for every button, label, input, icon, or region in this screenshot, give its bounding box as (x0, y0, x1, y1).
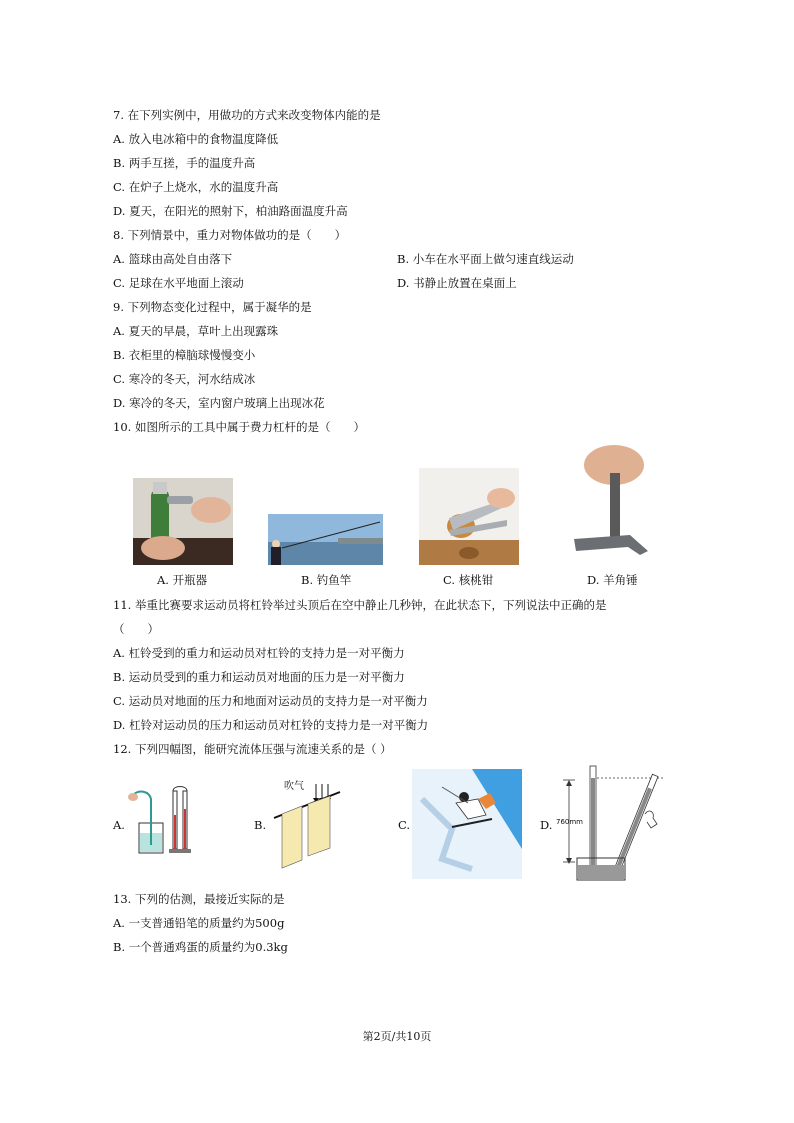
q11-option-d[interactable]: D. 杠铃对运动员的压力和运动员对杠铃的支持力是一对平衡力 (113, 718, 429, 732)
q12-option-d[interactable]: D. (540, 818, 553, 832)
q13-option-b[interactable]: B. 一个普通鸡蛋的质量约为0.3kg (113, 940, 288, 954)
q10-option-c[interactable]: C. 核桃钳 (443, 573, 494, 587)
q8-option-d[interactable]: D. 书静止放置在桌面上 (397, 276, 517, 290)
q12-option-b[interactable]: B. (254, 818, 267, 832)
q8-option-a[interactable]: A. 篮球由高处自由落下 (113, 252, 233, 266)
q11-option-c[interactable]: C. 运动员对地面的压力和地面对运动员的支持力是一对平衡力 (113, 694, 428, 708)
q7-option-c[interactable]: C. 在炉子上烧水，水的温度升高 (113, 180, 279, 194)
blow-label: 吹气 (284, 781, 304, 792)
page-number: 第2页/共10页 (362, 1030, 432, 1043)
q10-option-a[interactable]: A. 开瓶器 (157, 573, 208, 587)
q12-stem: 12. 下列四幅图，能研究流体压强与流速关系的是（ ） (113, 742, 392, 756)
bottle-opener-photo (133, 478, 233, 565)
q11-option-b[interactable]: B. 运动员受到的重力和运动员对地面的压力是一对平衡力 (113, 670, 405, 684)
q7-stem: 7. 在下列实例中，用做功的方式来改变物体内能的是 (113, 108, 381, 122)
q12-option-a[interactable]: A. (113, 818, 125, 832)
q9-stem: 9. 下列物态变化过程中，属于凝华的是 (113, 300, 312, 314)
blowing-paper-figure (268, 778, 348, 873)
q11-stem: 11. 举重比赛要求运动员将杠铃举过头顶后在空中静止几秒钟，在此状态下，下列说法中正确的是 (113, 598, 607, 612)
q9-option-b[interactable]: B. 衣柜里的樟脑球慢慢变小 (113, 348, 256, 362)
q7-option-a[interactable]: A. 放入电冰箱中的食物温度降低 (113, 132, 279, 146)
nutcracker-photo (419, 468, 519, 565)
claw-hammer-photo (570, 443, 652, 565)
q7-option-d[interactable]: D. 夏天，在阳光的照射下，柏油路面温度升高 (113, 204, 348, 218)
q7-option-b[interactable]: B. 两手互搓，手的温度升高 (113, 156, 256, 170)
mm-label: 760mm (556, 818, 583, 826)
q13-option-a[interactable]: A. 一支普通铅笔的质量约为500g (113, 916, 285, 930)
q10-option-b[interactable]: B. 钓鱼竿 (301, 573, 352, 587)
q8-option-c[interactable]: C. 足球在水平地面上滚动 (113, 276, 244, 290)
q11-option-a[interactable]: A. 杠铃受到的重力和运动员对杠铃的支持力是一对平衡力 (113, 646, 405, 660)
q9-option-c[interactable]: C. 寒冷的冬天，河水结成冰 (113, 372, 256, 386)
q10-option-d[interactable]: D. 羊角锤 (587, 573, 638, 587)
q8-option-b[interactable]: B. 小车在水平面上做匀速直线运动 (397, 252, 574, 266)
q9-option-a[interactable]: A. 夏天的早晨，草叶上出现露珠 (113, 324, 279, 338)
q8-stem: 8. 下列情景中，重力对物体做功的是（ ） (113, 228, 347, 242)
q12-option-c[interactable]: C. (398, 818, 411, 832)
fishing-rod-photo (268, 514, 383, 565)
q9-option-d[interactable]: D. 寒冷的冬天，室内窗户玻璃上出现冰花 (113, 396, 325, 410)
q13-stem: 13. 下列的估测，最接近实际的是 (113, 892, 285, 906)
skier-photo (412, 769, 522, 879)
u-tube-apparatus-figure (127, 785, 202, 860)
q11-paren: （ ） (113, 622, 159, 636)
q10-stem: 10. 如图所示的工具中属于费力杠杆的是（ ） (113, 420, 365, 434)
